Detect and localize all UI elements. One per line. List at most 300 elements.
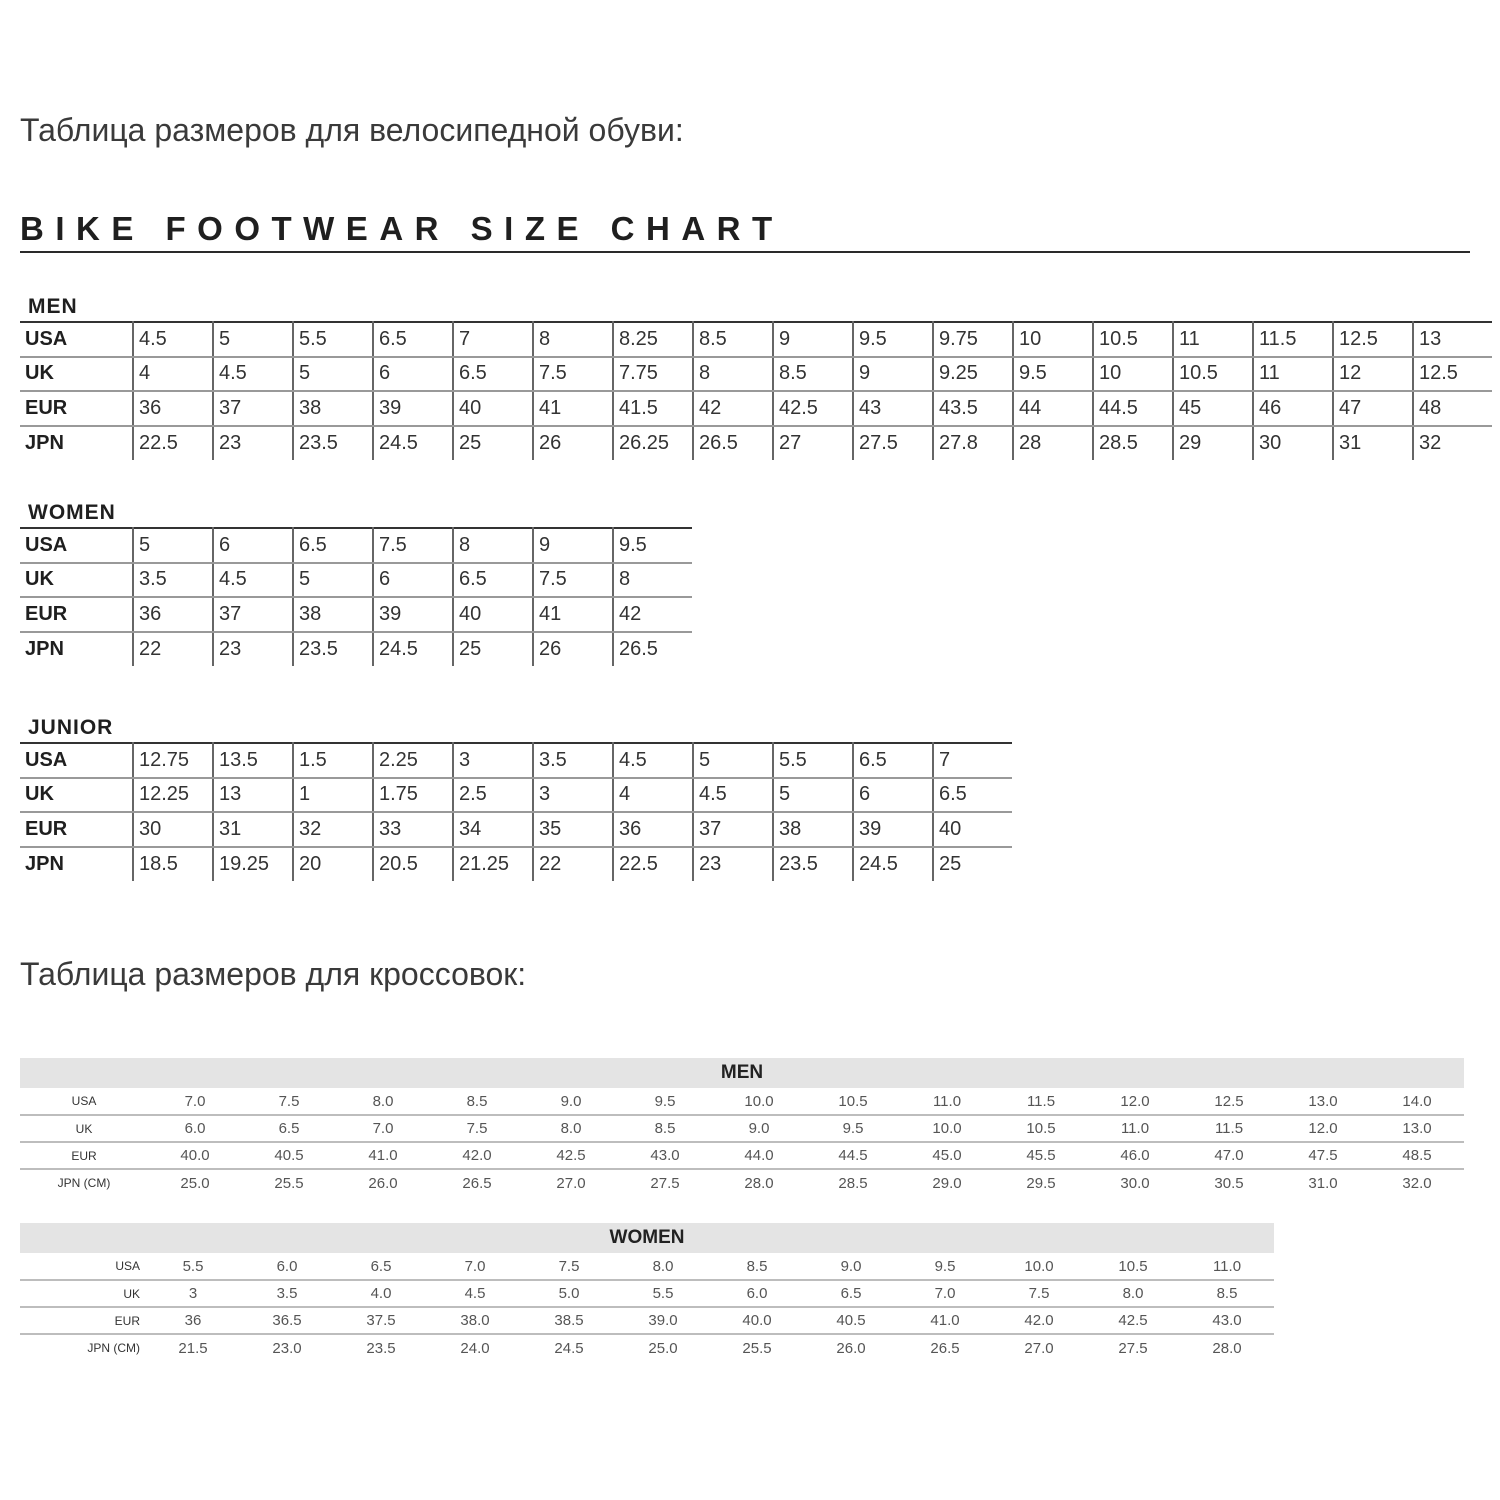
size-cell: 12.0 (1088, 1088, 1182, 1115)
size-cell: 11.5 (1182, 1115, 1276, 1142)
size-cell: 27.5 (1118, 1339, 1148, 1357)
bike-chart-title: BIKE FOOTWEAR SIZE CHART (20, 210, 784, 247)
size-cell: 9.5 (806, 1115, 900, 1142)
table-row-usa (20, 743, 1012, 778)
size-cell: 8.0 (1086, 1280, 1180, 1307)
size-cell: 9.5 (1013, 357, 1093, 392)
size-cell: 10.5 (1173, 357, 1253, 392)
row-label: JPN (CM) (87, 1341, 140, 1355)
size-cell: 41.0 (898, 1307, 992, 1334)
size-cell: 5 (293, 357, 373, 392)
bike-junior-section (20, 712, 1012, 881)
size-cell: 38 (773, 812, 853, 847)
size-cell: 27.5 (853, 426, 933, 461)
size-cell: 7.5 (533, 563, 613, 598)
size-cell: 41 (533, 597, 613, 632)
size-cell: 28.5 (1093, 426, 1173, 461)
size-cell: 6 (853, 778, 933, 813)
size-cell: 40.0 (148, 1142, 242, 1169)
row-label: UK (20, 357, 133, 392)
size-cell: 10 (1013, 322, 1093, 357)
size-cell: 36 (133, 391, 213, 426)
size-cell: 13.0 (1276, 1088, 1370, 1115)
bike-junior-label: JUNIOR (28, 716, 114, 739)
size-cell: 9.5 (613, 528, 692, 563)
size-cell: 36.5 (240, 1307, 334, 1334)
table-row-jpn-cm (20, 1334, 1274, 1361)
sneaker-men-table (20, 1058, 1464, 1196)
size-cell: 7.5 (522, 1253, 616, 1280)
size-cell: 6.0 (148, 1115, 242, 1142)
size-cell: 31 (1333, 426, 1413, 461)
size-cell: 11.0 (900, 1088, 994, 1115)
table-row-usa (20, 1253, 1274, 1280)
size-cell: 48.5 (1370, 1142, 1464, 1169)
size-cell: 22 (133, 632, 213, 667)
row-label: UK (20, 1115, 148, 1142)
size-cell: 8.5 (773, 357, 853, 392)
row-label: USA (20, 743, 133, 778)
size-cell: 6.5 (804, 1280, 898, 1307)
size-cell: 3.5 (240, 1280, 334, 1307)
size-cell: 24.5 (853, 847, 933, 882)
size-cell: 36 (613, 812, 693, 847)
size-cell: 26.5 (613, 632, 692, 667)
size-cell: 30.5 (1214, 1174, 1244, 1192)
size-cell: 10 (1093, 357, 1173, 392)
table-row-eur (20, 812, 1012, 847)
size-cell: 7.0 (336, 1115, 430, 1142)
size-cell: 30 (1253, 426, 1333, 461)
size-cell: 37 (693, 812, 773, 847)
size-cell: 6 (373, 563, 453, 598)
size-cell: 25.5 (742, 1339, 772, 1357)
size-cell: 6.0 (240, 1253, 334, 1280)
size-cell: 3.5 (533, 743, 613, 778)
size-cell: 7.0 (898, 1280, 992, 1307)
size-cell: 47.5 (1276, 1142, 1370, 1169)
size-cell: 25 (453, 426, 533, 461)
size-cell: 5.5 (146, 1253, 240, 1280)
table-title-row (20, 1058, 1464, 1088)
size-cell: 8.0 (336, 1088, 430, 1115)
size-cell: 23.5 (293, 632, 373, 667)
size-cell: 1.75 (373, 778, 453, 813)
row-label: USA (20, 322, 133, 357)
size-cell: 10.5 (994, 1115, 1088, 1142)
table-row-jpn (20, 426, 1492, 461)
size-cell: 26 (533, 426, 613, 461)
table-title: MEN (20, 1058, 1464, 1088)
size-cell: 6.5 (293, 528, 373, 563)
size-cell: 6.5 (334, 1253, 428, 1280)
row-label: EUR (20, 597, 133, 632)
size-cell: 9.0 (804, 1253, 898, 1280)
size-cell: 13.5 (213, 743, 293, 778)
bike-women-table (20, 527, 692, 666)
size-cell: 23 (693, 847, 773, 882)
size-cell: 39 (373, 391, 453, 426)
size-cell: 34 (453, 812, 533, 847)
size-cell: 8 (533, 322, 613, 357)
size-cell: 44.5 (806, 1142, 900, 1169)
size-cell: 3.5 (133, 563, 213, 598)
size-cell: 22 (533, 847, 613, 882)
row-label: JPN (25, 637, 64, 660)
size-cell: 40.0 (710, 1307, 804, 1334)
size-cell: 11.0 (1180, 1253, 1274, 1280)
size-cell: 26 (533, 632, 613, 667)
size-cell: 7.5 (992, 1280, 1086, 1307)
size-cell: 12.0 (1276, 1115, 1370, 1142)
size-cell: 8.5 (693, 322, 773, 357)
size-cell: 7.5 (242, 1088, 336, 1115)
size-cell: 24.5 (554, 1339, 584, 1357)
size-cell: 10.0 (712, 1088, 806, 1115)
size-cell: 3 (146, 1280, 240, 1307)
size-cell: 47 (1333, 391, 1413, 426)
bike-women-label: WOMEN (28, 501, 116, 524)
size-cell: 28.0 (1212, 1339, 1242, 1357)
size-cell: 27.5 (650, 1174, 680, 1192)
size-cell: 44.5 (1093, 391, 1173, 426)
size-cell: 5 (693, 743, 773, 778)
size-cell: 27.0 (556, 1174, 586, 1192)
size-cell: 7.5 (430, 1115, 524, 1142)
size-cell: 38.0 (428, 1307, 522, 1334)
row-label: JPN (CM) (57, 1176, 111, 1190)
row-label: JPN (25, 431, 64, 454)
size-cell: 9 (533, 528, 613, 563)
row-label: EUR (20, 812, 133, 847)
size-cell: 6.5 (242, 1115, 336, 1142)
size-cell: 38.5 (522, 1307, 616, 1334)
size-cell: 24.5 (373, 426, 453, 461)
size-cell: 20.5 (373, 847, 453, 882)
size-cell: 8.5 (1180, 1280, 1274, 1307)
row-label: JPN (25, 852, 64, 875)
size-cell: 44 (1013, 391, 1093, 426)
size-cell: 41 (533, 391, 613, 426)
size-cell: 26.0 (368, 1174, 398, 1192)
size-cell: 12.5 (1333, 322, 1413, 357)
bike-women-section (20, 497, 692, 666)
size-cell: 6.5 (373, 322, 453, 357)
size-cell: 36 (146, 1307, 240, 1334)
size-cell: 40.5 (804, 1307, 898, 1334)
size-cell: 9 (853, 357, 933, 392)
size-cell: 6.5 (853, 743, 933, 778)
size-cell: 40 (453, 391, 533, 426)
size-cell: 4.5 (133, 322, 213, 357)
size-cell: 18.5 (133, 847, 213, 882)
size-cell: 9.0 (524, 1088, 618, 1115)
size-cell: 22.5 (613, 847, 693, 882)
row-label: UK (20, 563, 133, 598)
size-cell: 25.0 (648, 1339, 678, 1357)
size-cell: 37 (213, 391, 293, 426)
size-cell: 46.0 (1088, 1142, 1182, 1169)
size-cell: 7 (933, 743, 1012, 778)
row-label: EUR (20, 1307, 146, 1334)
size-cell: 37.5 (334, 1307, 428, 1334)
size-cell: 9.25 (933, 357, 1013, 392)
size-cell: 8.0 (524, 1115, 618, 1142)
size-cell: 5 (133, 528, 213, 563)
size-cell: 6.5 (453, 357, 533, 392)
size-cell: 10.5 (1093, 322, 1173, 357)
size-cell: 11.5 (1253, 322, 1333, 357)
size-cell: 6.5 (453, 563, 533, 598)
size-cell: 13.0 (1370, 1115, 1464, 1142)
size-cell: 4 (133, 357, 213, 392)
size-cell: 7.5 (533, 357, 613, 392)
size-cell: 23.0 (272, 1339, 302, 1357)
size-cell: 4.5 (693, 778, 773, 813)
size-cell: 40.5 (242, 1142, 336, 1169)
size-cell: 31.0 (1308, 1174, 1338, 1192)
size-cell: 6.0 (710, 1280, 804, 1307)
size-cell: 32.0 (1402, 1174, 1432, 1192)
size-cell: 27.8 (933, 426, 1013, 461)
size-cell: 4.5 (428, 1280, 522, 1307)
size-cell: 42.5 (773, 391, 853, 426)
size-cell: 33 (373, 812, 453, 847)
size-cell: 6.5 (933, 778, 1012, 813)
size-cell: 8.25 (613, 322, 693, 357)
row-label: UK (20, 1280, 146, 1307)
size-cell: 25.5 (274, 1174, 304, 1192)
table-row-eur (20, 1142, 1464, 1169)
size-cell: 10.5 (1086, 1253, 1180, 1280)
size-cell: 47.0 (1182, 1142, 1276, 1169)
sneaker-men-section (20, 1058, 1464, 1196)
bike-men-table (20, 321, 1492, 460)
size-cell: 46 (1253, 391, 1333, 426)
sneaker-heading: Таблица размеров для кроссовок: (20, 956, 527, 992)
size-cell: 2.5 (453, 778, 533, 813)
size-cell: 13 (1413, 322, 1492, 357)
size-cell: 8 (453, 528, 533, 563)
size-cell: 8 (693, 357, 773, 392)
size-cell: 5.5 (773, 743, 853, 778)
size-cell: 23 (213, 426, 293, 461)
size-cell: 43.0 (1180, 1307, 1274, 1334)
size-cell: 26.0 (836, 1339, 866, 1357)
size-cell: 2.25 (373, 743, 453, 778)
table-row-jpn-cm (20, 1169, 1464, 1196)
size-cell: 45 (1173, 391, 1253, 426)
row-label: USA (20, 528, 133, 563)
table-row-uk (20, 1280, 1274, 1307)
size-cell: 30.0 (1120, 1174, 1150, 1192)
size-cell: 28.5 (838, 1174, 868, 1192)
size-cell: 29.0 (932, 1174, 962, 1192)
size-cell: 25 (933, 847, 1012, 882)
size-cell: 12 (1333, 357, 1413, 392)
size-cell: 24.0 (460, 1339, 490, 1357)
size-cell: 40 (933, 812, 1012, 847)
table-row-jpn (20, 632, 692, 667)
size-cell: 29 (1173, 426, 1253, 461)
size-cell: 11.0 (1088, 1115, 1182, 1142)
size-cell: 9.0 (712, 1115, 806, 1142)
size-cell: 45.0 (900, 1142, 994, 1169)
size-cell: 25.0 (180, 1174, 210, 1192)
row-label: EUR (20, 391, 133, 426)
size-cell: 5 (293, 563, 373, 598)
size-cell: 12.25 (133, 778, 213, 813)
size-cell: 9.5 (618, 1088, 712, 1115)
table-row-uk (20, 778, 1012, 813)
size-cell: 13 (213, 778, 293, 813)
size-cell: 21.25 (453, 847, 533, 882)
size-cell: 41.5 (613, 391, 693, 426)
sneaker-women-table (20, 1223, 1274, 1361)
size-cell: 12.5 (1413, 357, 1492, 392)
size-cell: 26.5 (930, 1339, 960, 1357)
size-cell: 32 (293, 812, 373, 847)
size-cell: 26.5 (693, 426, 773, 461)
size-cell: 43 (853, 391, 933, 426)
size-cell: 8 (613, 563, 692, 598)
size-cell: 5.5 (293, 322, 373, 357)
size-cell: 23.5 (366, 1339, 396, 1357)
table-row-uk (20, 563, 692, 598)
size-cell: 14.0 (1370, 1088, 1464, 1115)
size-cell: 1.5 (293, 743, 373, 778)
size-cell: 39 (853, 812, 933, 847)
size-cell: 23.5 (773, 847, 853, 882)
size-cell: 12.75 (133, 743, 213, 778)
bike-men-section (20, 291, 1492, 460)
size-cell: 1 (293, 778, 373, 813)
size-cell: 8.0 (616, 1253, 710, 1280)
size-cell: 19.25 (213, 847, 293, 882)
size-cell: 11 (1253, 357, 1333, 392)
sneaker-women-section (20, 1223, 1274, 1361)
size-cell: 5.5 (616, 1280, 710, 1307)
size-cell: 42.0 (430, 1142, 524, 1169)
size-cell: 9 (773, 322, 853, 357)
size-cell: 28.0 (744, 1174, 774, 1192)
size-cell: 11.5 (994, 1088, 1088, 1115)
size-cell: 27 (773, 426, 853, 461)
size-cell: 41.0 (336, 1142, 430, 1169)
size-cell: 10.5 (806, 1088, 900, 1115)
size-cell: 23.5 (293, 426, 373, 461)
table-row-uk (20, 357, 1492, 392)
row-label: USA (20, 1088, 148, 1115)
size-cell: 10.0 (900, 1115, 994, 1142)
table-row-jpn (20, 847, 1012, 882)
size-cell: 5 (213, 322, 293, 357)
size-cell: 36 (133, 597, 213, 632)
size-cell: 26.5 (462, 1174, 492, 1192)
size-cell: 38 (293, 597, 373, 632)
size-cell: 43.0 (618, 1142, 712, 1169)
size-cell: 31 (213, 812, 293, 847)
table-title-row (20, 1223, 1274, 1253)
size-cell: 25 (453, 632, 533, 667)
size-cell: 42.0 (992, 1307, 1086, 1334)
size-cell: 28 (1013, 426, 1093, 461)
size-cell: 6 (213, 528, 293, 563)
size-cell: 11 (1173, 322, 1253, 357)
size-cell: 22.5 (133, 426, 213, 461)
size-cell: 20 (293, 847, 373, 882)
size-cell: 8.5 (430, 1088, 524, 1115)
size-cell: 42.5 (1086, 1307, 1180, 1334)
size-cell: 30 (133, 812, 213, 847)
size-cell: 26.25 (613, 426, 693, 461)
size-cell: 7.0 (428, 1253, 522, 1280)
size-cell: 5 (773, 778, 853, 813)
size-cell: 32 (1413, 426, 1492, 461)
size-cell: 7.75 (613, 357, 693, 392)
size-cell: 4.5 (613, 743, 693, 778)
size-cell: 48 (1413, 391, 1492, 426)
size-cell: 27.0 (1024, 1339, 1054, 1357)
bike-junior-table (20, 742, 1012, 881)
size-cell: 9.5 (853, 322, 933, 357)
size-cell: 7.5 (373, 528, 453, 563)
table-row-usa (20, 1088, 1464, 1115)
size-cell: 3 (453, 743, 533, 778)
size-cell: 44.0 (712, 1142, 806, 1169)
bike-men-label: MEN (28, 295, 78, 318)
table-row-eur (20, 597, 692, 632)
size-cell: 39 (373, 597, 453, 632)
size-cell: 8.5 (710, 1253, 804, 1280)
size-cell: 4.5 (213, 563, 293, 598)
size-cell: 40 (453, 597, 533, 632)
row-label: EUR (20, 1142, 148, 1169)
size-cell: 24.5 (373, 632, 453, 667)
size-cell: 45.5 (994, 1142, 1088, 1169)
size-cell: 43.5 (933, 391, 1013, 426)
size-cell: 38 (293, 391, 373, 426)
table-title: WOMEN (20, 1223, 1274, 1253)
size-cell: 39.0 (616, 1307, 710, 1334)
size-cell: 9.5 (898, 1253, 992, 1280)
row-label: USA (20, 1253, 146, 1280)
size-cell: 23 (213, 632, 293, 667)
table-row-usa (20, 528, 692, 563)
size-cell: 4.0 (334, 1280, 428, 1307)
size-cell: 8.5 (618, 1115, 712, 1142)
table-row-eur (20, 1307, 1274, 1334)
size-cell: 10.0 (992, 1253, 1086, 1280)
size-cell: 42 (613, 597, 692, 632)
size-cell: 6 (373, 357, 453, 392)
size-cell: 9.75 (933, 322, 1013, 357)
size-cell: 4 (613, 778, 693, 813)
table-row-eur (20, 391, 1492, 426)
size-cell: 35 (533, 812, 613, 847)
size-cell: 4.5 (213, 357, 293, 392)
size-cell: 5.0 (522, 1280, 616, 1307)
size-cell: 7.0 (148, 1088, 242, 1115)
size-cell: 37 (213, 597, 293, 632)
size-cell: 7 (453, 322, 533, 357)
size-cell: 12.5 (1182, 1088, 1276, 1115)
row-label: UK (20, 778, 133, 813)
size-cell: 42 (693, 391, 773, 426)
bike-footwear-heading: Таблица размеров для велосипедной обуви: (20, 112, 684, 148)
size-cell: 21.5 (178, 1339, 208, 1357)
size-cell: 3 (533, 778, 613, 813)
